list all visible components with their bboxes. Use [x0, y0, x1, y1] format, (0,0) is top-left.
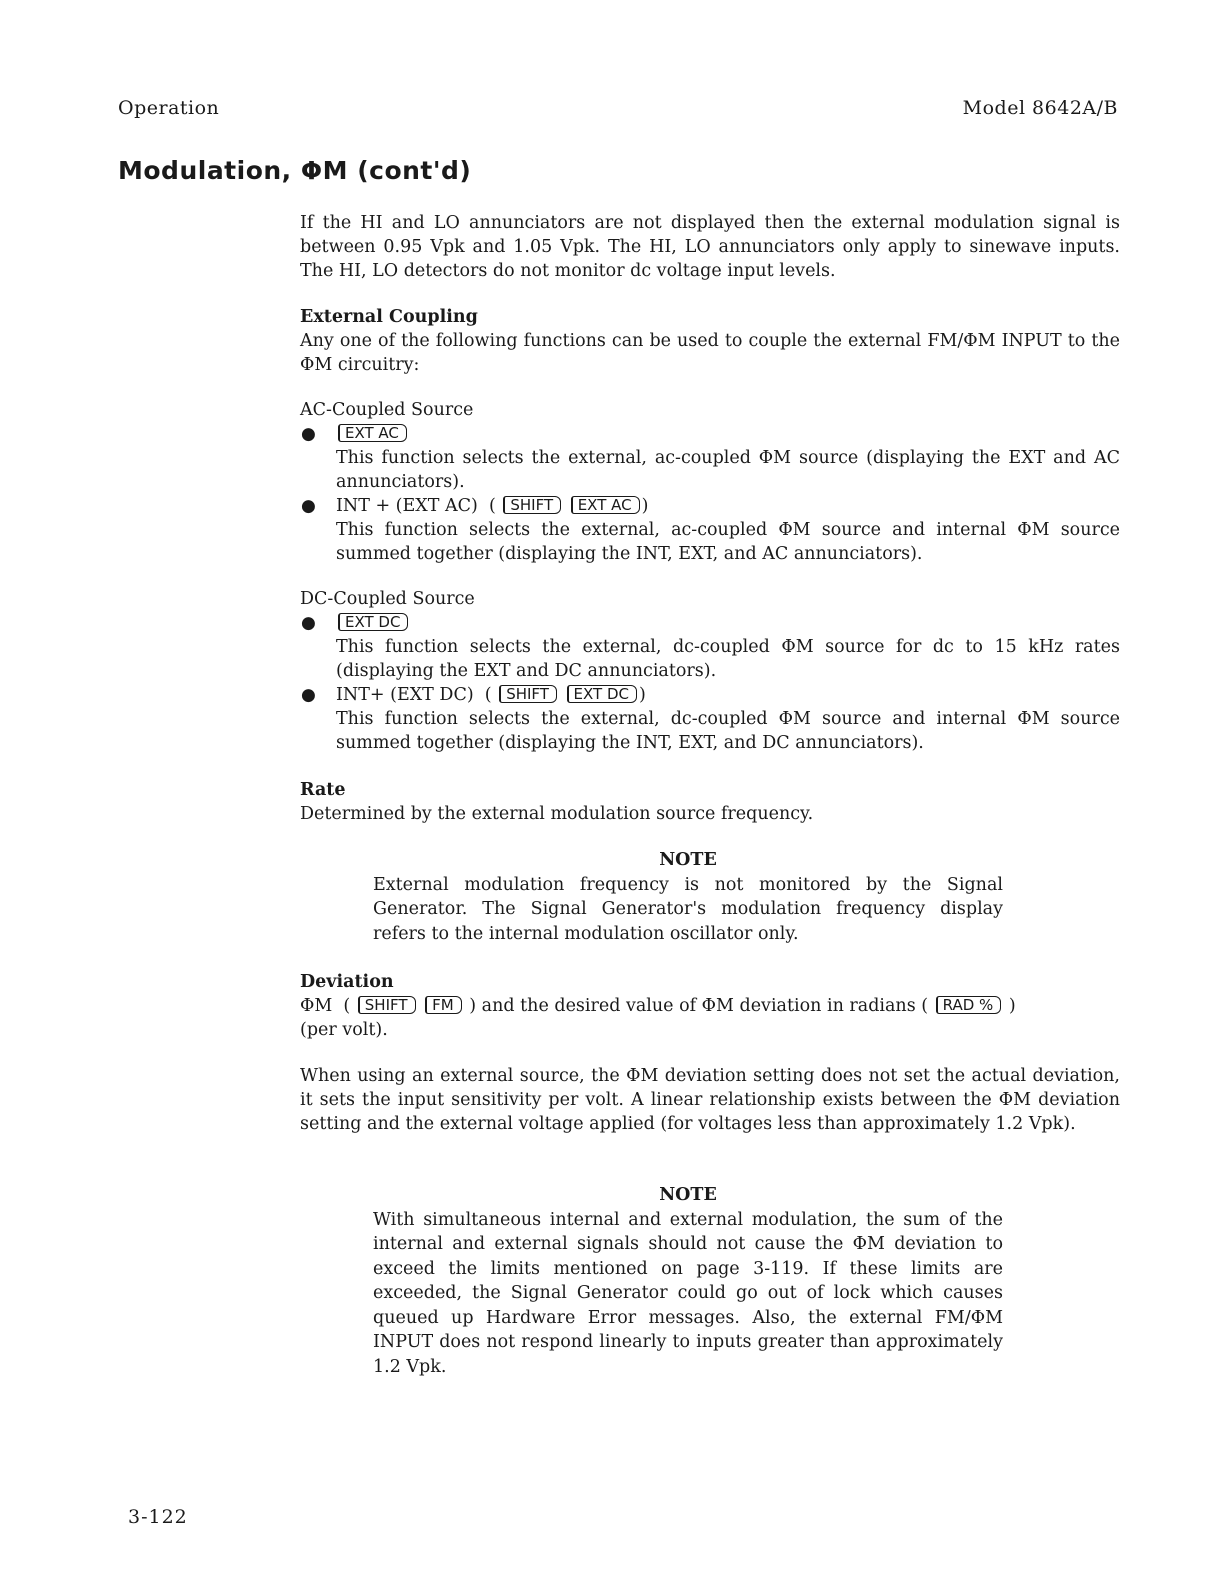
shift-key: SHIFT [499, 685, 557, 703]
note-box [373, 1183, 1003, 1379]
list-item-text: This function selects the external, ac-coupled ΦM source (displaying the EXT and AC annunciators). [336, 448, 1120, 492]
note-text: With simultaneous internal and external modulation, the sum of the internal and external signals should not cause the ΦM deviation to exceed the limits mentioned on page 3-119. If these limits are exceeded, the Signal Generator could go out of lock which causes queued up Hardware Error messages. Also, the external FM/ΦM INPUT does not respond linearly to inputs greater than approximately 1.2 Vpk. [373, 1209, 1003, 1377]
dc-coupled-section [300, 587, 1120, 755]
deviation-per-volt: (per volt). [300, 1020, 388, 1040]
list-item: ● INT + (EXT AC) ( SHIFT EXT AC ) This function selects the external, ac-coupled ΦM source and internal ΦM source summed together (displaying the INT, EXT, and AC annunciators). [301, 496, 1120, 564]
bullet-icon: ● [301, 424, 316, 444]
note-heading: NOTE [659, 1185, 717, 1205]
external-coupling-heading: External Coupling [300, 307, 478, 327]
dc-coupled-heading: DC-Coupled Source [300, 589, 475, 609]
note-box [373, 848, 1003, 946]
deviation-mid-text: ) and the desired value of ΦM deviation in radians ( [469, 996, 929, 1016]
note-heading: NOTE [659, 850, 717, 870]
list-item: ● INT+ (EXT DC) ( SHIFT EXT DC ) This function selects the external, dc-coupled ΦM source and internal ΦM source summed together (displaying the INT, EXT, and DC annunciators). [301, 685, 1120, 753]
shift-key: SHIFT [358, 996, 416, 1014]
rate-section [300, 778, 1120, 826]
ac-coupled-heading: AC-Coupled Source [300, 400, 474, 420]
shift-key: SHIFT [503, 496, 561, 514]
list-item-text: This function selects the external, dc-coupled ΦM source for dc to 15 kHz rates (displaying the EXT and DC annunciators). [336, 637, 1120, 681]
ac-coupled-section [300, 398, 1120, 566]
ext-ac-key: EXT AC [338, 424, 407, 442]
ext-ac-key: EXT AC [571, 496, 640, 514]
rate-heading: Rate [300, 780, 346, 800]
header-section: Operation [118, 97, 220, 119]
list-item [301, 422, 1120, 494]
deviation-line: ΦM ( SHIFT FM ) and the desired value of ΦM deviation in radians ( RAD % ) [300, 996, 1016, 1016]
bullet-icon: ● [301, 496, 316, 516]
bullet-icon: ● [301, 613, 316, 633]
list-item [301, 611, 1120, 683]
external-coupling-text: Any one of the following functions can be used to couple the external FM/ΦM INPUT to the ΦM circuitry: [300, 331, 1120, 375]
list-item-text: This function selects the external, ac-coupled ΦM source and internal ΦM source summed together (displaying the INT, EXT, and AC annunciators). [336, 520, 1120, 564]
intro-paragraph: If the HI and LO annunciators are not displayed then the external modulation signal is between 0.95 Vpk and 1.05 Vpk. The HI, LO annunciators only apply to sinewave inputs. The HI, LO detectors do not monitor dc voltage input levels. [300, 213, 1120, 281]
ext-dc-key: EXT DC [338, 613, 408, 631]
page-number: 3-122 [128, 1506, 188, 1528]
list-item-label: INT+ (EXT DC) [336, 685, 474, 705]
list-item-label: INT + (EXT AC) [336, 496, 478, 516]
external-coupling-section [300, 305, 1120, 377]
list-item-text: This function selects the external, dc-coupled ΦM source and internal ΦM source summed together (displaying the INT, EXT, and DC annunciators). [336, 709, 1120, 753]
deviation-heading: Deviation [300, 972, 394, 992]
rad-percent-key: RAD % [936, 996, 1002, 1014]
header-model: Model 8642A/B [962, 97, 1118, 119]
ext-dc-key: EXT DC [567, 685, 637, 703]
deviation-paragraph: When using an external source, the ΦM deviation setting does not set the actual deviation, it sets the input sensitivity per volt. A linear relationship exists between the ΦM deviation setting and the external voltage applied (for voltages less than approximately 1.2 Vpk). [300, 1066, 1120, 1134]
deviation-prefix: ΦM [300, 996, 333, 1016]
rate-text: Determined by the external modulation source frequency. [300, 804, 814, 824]
bullet-icon: ● [301, 685, 316, 705]
fm-key: FM [425, 996, 462, 1014]
deviation-section [300, 970, 1120, 1042]
note-text: External modulation frequency is not monitored by the Signal Generator. The Signal Generator's modulation frequency display refers to the internal modulation oscillator only. [373, 874, 1003, 944]
page-title: Modulation, ΦM (cont'd) [118, 156, 472, 185]
deviation-suffix: ) [1008, 996, 1016, 1016]
